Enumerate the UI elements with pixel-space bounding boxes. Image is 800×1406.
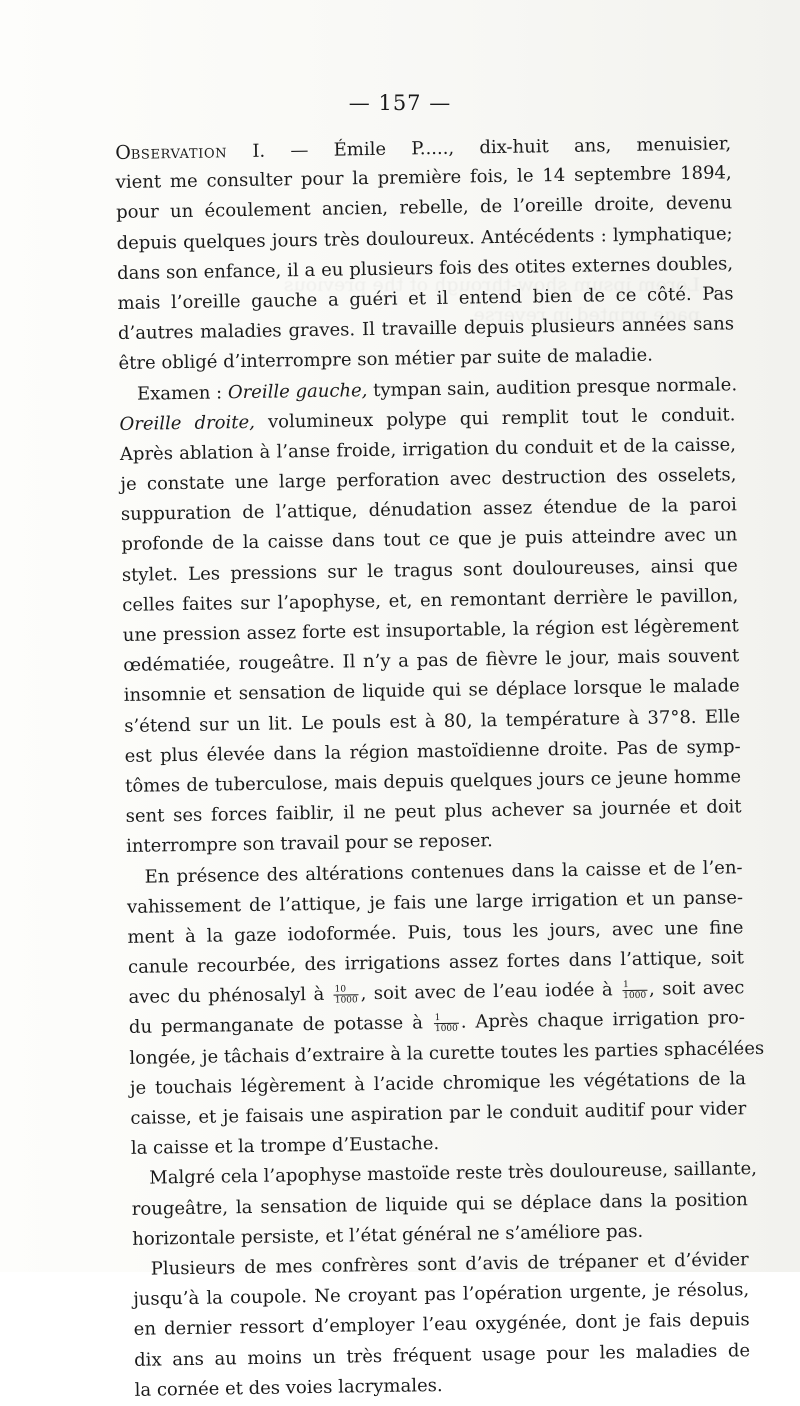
text-line: pour un écoulement ancien, rebelle, de l’oreille droite, devenu <box>116 192 733 224</box>
oreille-droite-label: Oreille droite, <box>119 411 256 435</box>
small-caps-initial: O <box>115 141 131 164</box>
text-line: En présence des altérations contenues dans la caisse et de l’en- <box>144 856 743 888</box>
text-line: canule recourbée, des irrigations assez fortes dans l’attique, soit <box>127 947 745 978</box>
text-line: horizontale persiste, et l’état général ne s’améliore pas. <box>132 1220 644 1250</box>
text-line: Après ablation à l’anse froide, irrigation du conduit et de la caisse, <box>119 434 737 465</box>
text-line: une pression assez forte est insuportable, la région est légèrement <box>122 615 739 646</box>
text-line: jusqu’à la coupole. Ne croyant pas l’opération urgente, je résolus, <box>133 1279 750 1310</box>
oreille-gauche-label: Oreille gauche, <box>227 379 368 403</box>
text-line: je touchais légèrement à l’acide chromique les végétations de la <box>129 1068 747 1099</box>
text-line: mais l’oreille gauche a guéri et il entend bien de ce côté. Pas <box>117 283 734 314</box>
text-line: d’autres maladies graves. Il travaille depuis plusieurs années sans <box>117 313 735 345</box>
small-caps-label: BSERVATION <box>130 146 228 163</box>
observation-title-text: I. — Émile P....., dix-huit ans, menuisier, <box>226 133 732 163</box>
text-line: longée, je tâchais d’extraire à la curette toutes les parties sphacélées <box>129 1037 765 1069</box>
fraction <box>434 1013 459 1034</box>
treatment-fragment: , soit avec de l’eau iodée à <box>360 979 621 1005</box>
text-line: est plus élevée dans la région mastoïdienne droite. Pas de symp- <box>124 735 741 767</box>
text-line: depuis quelques jours très douloureux. Antécédents : lymphatique; <box>116 222 733 254</box>
oreille-droite-text: volumineux polype qui remplit tout le conduit. <box>254 403 736 433</box>
text-line: profonde de la caisse dans tout ce que je puis atteindre avec un <box>121 524 738 556</box>
body-text <box>115 128 765 1405</box>
text-line: en dernier ressort d’employer l’eau oxygénée, dont je fais depuis <box>133 1309 750 1341</box>
text-line: celles faites sur l’apophyse, et, en remontant derrière le pavillon, <box>122 585 739 616</box>
treatment-fragment: du permanganate de potasse à <box>128 1012 433 1039</box>
text-line: dans son enfance, il a eu plusieurs fois des otites externes doubles, <box>116 253 734 284</box>
text-line: la cornée et des voies lacrymales. <box>134 1374 443 1401</box>
fraction <box>622 979 647 1000</box>
text-line: caisse, et je faisais une aspiration par le conduit auditif pour vider <box>130 1098 747 1129</box>
text-line: vahissement de l’attique, je fais une large irrigation et un panse- <box>126 886 744 918</box>
fraction <box>334 984 359 1005</box>
text-line: sent ses forces faiblir, il ne peut plus achever sa journée et doit <box>125 796 742 828</box>
examen-lead: Examen : <box>136 381 229 405</box>
text-line: vient me consulter pour la première fois, le 14 septembre 1894, <box>115 162 732 194</box>
treatment-fragment: avec du phénosalyl à <box>128 983 332 1009</box>
treatment-fragment: . Après chaque irrigation pro- <box>460 1007 746 1034</box>
text-line: suppuration de l’attique, dénudation assez étendue de la paroi <box>120 494 738 526</box>
treatment-fragment: , soit avec <box>648 977 745 1000</box>
text-line: insomnie et sensation de liquide qui se déplace lorsque le malade <box>123 675 740 707</box>
fraction-numerator: 10 <box>334 984 347 995</box>
text-line: interrompre son travail pour se reposer. <box>125 830 493 858</box>
text-line: je constate une large perforation avec destruction des osselets, <box>120 464 737 496</box>
text-line: la caisse et la trompe d’Eustache. <box>130 1133 440 1160</box>
oreille-gauche-text: tympan sain, audition presque normale. <box>367 373 738 401</box>
text-line: s’étend sur un lit. Le pouls est à 80, la température à 37°8. Elle <box>124 705 741 737</box>
text-line: tômes de tuberculose, mais depuis quelques jours ce jeune homme <box>125 766 742 797</box>
fraction-denominator: 1000 <box>334 995 358 1006</box>
fraction-denominator: 1000 <box>623 990 647 1001</box>
fraction-numerator: 1 <box>434 1012 441 1024</box>
text-line: rougeâtre, la sensation de liquide qui se déplace dans la position <box>131 1188 748 1220</box>
text-line: Plusieurs de mes confrères sont d’avis de trépaner et d’évider <box>150 1249 749 1280</box>
fraction-numerator: 1 <box>622 979 629 990</box>
page-number: — 157 — <box>348 91 452 115</box>
text-line: dix ans au moins un très fréquent usage pour les maladies de <box>134 1339 751 1371</box>
text-line: ment à la gaze iodoformée. Puis, tous les jours, avec une fine <box>127 917 744 948</box>
text-line: stylet. Les pressions sur le tragus sont douloureuses, ainsi que <box>121 554 738 586</box>
text-line: Malgré cela l’apophyse mastoïde reste très douloureuse, saillante, <box>149 1158 758 1189</box>
text-line: être obligé d’interrompre son métier par suite de maladie. <box>118 344 654 375</box>
text-line: œdématiée, rougeâtre. Il n’y a pas de fièvre le jour, mais souvent <box>123 645 740 677</box>
fraction-denominator: 1000 <box>434 1023 458 1035</box>
